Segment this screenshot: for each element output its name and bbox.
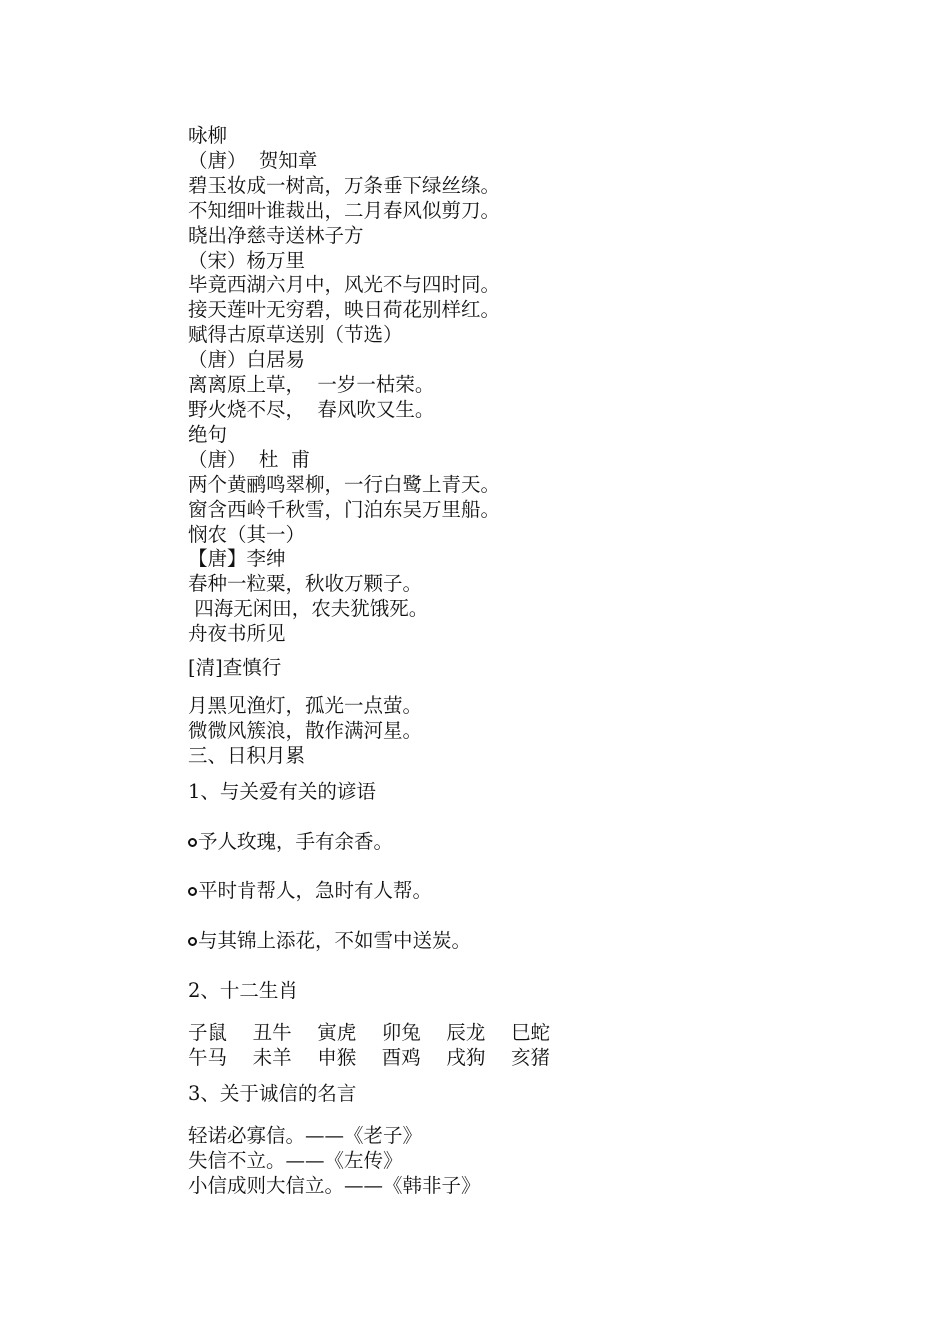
zodiac-item: 巳蛇 <box>510 1021 550 1045</box>
poem-author: 【唐】李绅 <box>188 547 286 571</box>
poem-line: 碧玉妆成一树高，万条垂下绿丝绦。 <box>188 173 501 197</box>
zodiac-item: 辰龙 <box>446 1021 486 1045</box>
zodiac-row <box>188 1046 888 1071</box>
zodiac-item: 卯兔 <box>381 1021 421 1045</box>
bullet-circle-icon <box>188 887 197 896</box>
poem-title: 赋得古原草送别（节选） <box>188 323 403 347</box>
zodiac-item: 酉鸡 <box>381 1046 421 1070</box>
bullet-circle-icon <box>188 838 197 847</box>
zodiac-heading: 2、十二生肖 <box>188 979 298 1003</box>
poem-line: 两个黄鹂鸣翠柳，一行白鹭上青天。 <box>188 472 501 496</box>
proverb-item: 平时肯帮人，急时有人帮。 <box>188 879 888 904</box>
quotes-heading: 3、关于诚信的名言 <box>188 1082 357 1105</box>
zodiac-row <box>188 1021 888 1046</box>
poem-line: 四海无闲田，农夫犹饿死。 <box>188 597 429 621</box>
zodiac-item: 亥猪 <box>510 1046 550 1070</box>
poem-line: 月黑见渔灯，孤光一点萤。 <box>188 693 423 717</box>
poem-line: 接天莲叶无穷碧，映日荷花别样红。 <box>188 298 501 322</box>
poem-author: （唐） 贺知章 <box>188 148 318 172</box>
poem-title: 舟夜书所见 <box>188 622 286 646</box>
poem-title: 悯农（其一） <box>188 522 306 546</box>
poem-line: 窗含西岭千秋雪，门泊东吴万里船。 <box>188 497 501 521</box>
poem-line: 野火烧不尽， 春风吹又生。 <box>188 397 435 421</box>
poem-line: 不知细叶谁裁出，二月春风似剪刀。 <box>188 198 501 222</box>
zodiac-item: 子鼠 <box>188 1021 228 1045</box>
poem-title: 绝句 <box>188 422 228 446</box>
zodiac-item: 未羊 <box>252 1046 292 1070</box>
proverbs-heading: 1、与关爱有关的谚语 <box>188 779 376 803</box>
zodiac-item: 戌狗 <box>446 1046 486 1070</box>
quote-item: 轻诺必寡信。——《老子》 <box>188 1123 423 1147</box>
poem-author: [清]查慎行 <box>188 656 282 680</box>
zodiac-item: 午马 <box>188 1046 228 1070</box>
quote-item: 失信不立。——《左传》 <box>188 1148 403 1172</box>
proverb-item: 与其锦上添花，不如雪中送炭。 <box>188 929 888 954</box>
poem-author: （唐） 杜 甫 <box>188 447 311 471</box>
poem-line: 毕竟西湖六月中，风光不与四时同。 <box>188 273 501 297</box>
poem-title: 咏柳 <box>188 124 228 147</box>
quote-item: 小信成则大信立。——《韩非子》 <box>188 1173 481 1197</box>
poem-line: 春种一粒粟，秋收万颗子。 <box>188 572 423 596</box>
section-title: 三、日积月累 <box>188 743 306 767</box>
zodiac-item: 申猴 <box>317 1046 357 1070</box>
poem-line: 离离原上草， 一岁一枯荣。 <box>188 373 435 397</box>
zodiac-item: 寅虎 <box>317 1021 357 1045</box>
proverb-item: 予人玫瑰，手有余香。 <box>188 830 888 855</box>
document-body <box>188 124 888 1199</box>
poem-line: 微微风簇浪，散作满河星。 <box>188 718 423 742</box>
poem-author: （唐）白居易 <box>188 348 306 372</box>
poem-title: 晓出净慈寺送林子方 <box>188 223 364 247</box>
poem-author: （宋）杨万里 <box>188 248 306 272</box>
zodiac-item: 丑牛 <box>252 1021 292 1045</box>
bullet-circle-icon <box>188 937 197 946</box>
